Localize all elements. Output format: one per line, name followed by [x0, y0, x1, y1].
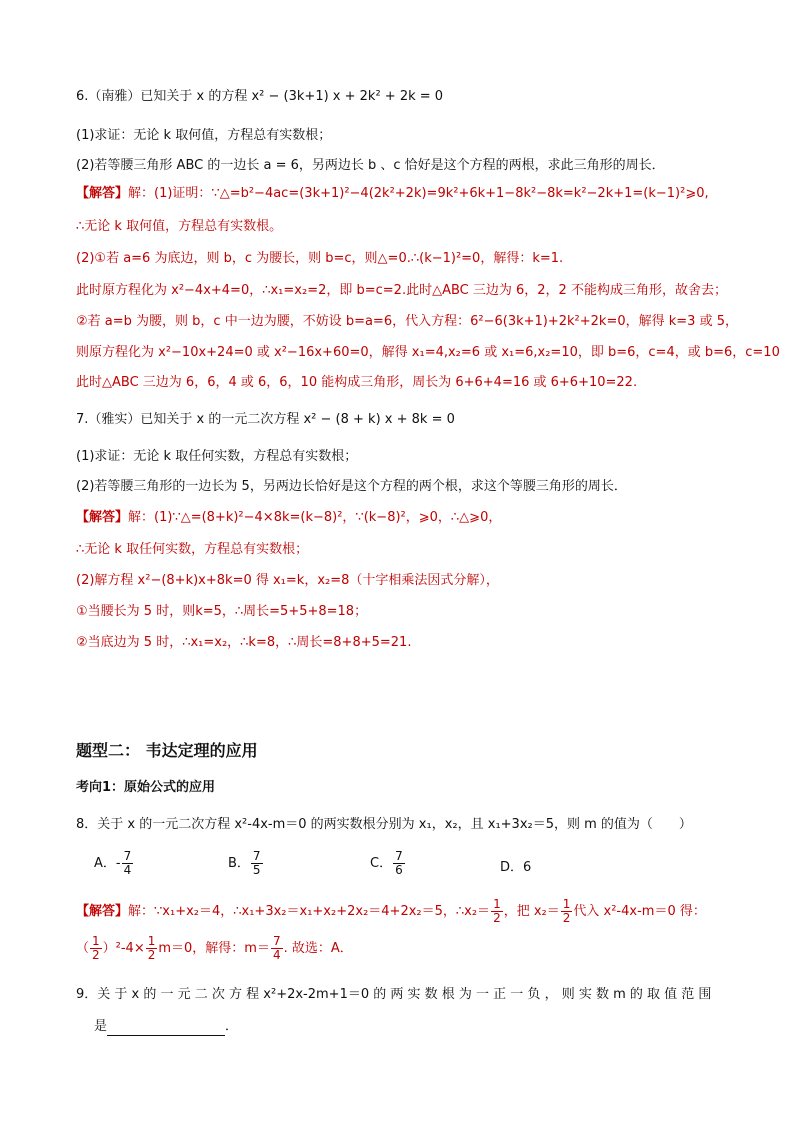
- q7-part1: (1)求证：无论 k 取任何实数，方程总有实数根；: [76, 449, 358, 464]
- q9-line2: [94, 1018, 238, 1036]
- q8-stem: 8．关于 x 的一元二次方程 x²-4x-m＝0 的两实数根分别为 x₁，x₂，且 x₁+3x₂＝5，则 m 的值为（ ）: [76, 817, 692, 832]
- fraction: $\frac{7}{6}$: [395, 849, 403, 877]
- option-label: A．-: [94, 856, 121, 871]
- fraction: $\frac{7}{4}$: [123, 849, 132, 877]
- q8-answer-text4: ）²-4×: [102, 941, 145, 956]
- fraction-answer: $\frac{7}{4}$: [272, 934, 281, 962]
- fraction-half: $\frac{1}{2}$: [562, 897, 571, 925]
- fraction-half: $\frac{1}{2}$: [92, 934, 100, 962]
- q6-answer-line1: [76, 185, 709, 203]
- q6-answer-line2: ∴无论 k 取何值，方程总有实数根。: [76, 219, 283, 234]
- q8-answer-text1: 解：∵x₁+x₂＝4，∴x₁+3x₂＝x₁+x₂+2x₂＝4+2x₂＝5，∴x₂＝: [128, 904, 491, 919]
- q6-title: 6.（南雅）已知关于 x 的方程 x² − (3k+1) x + 2k² + 2k = 0: [76, 89, 444, 104]
- q7-answer-line4: ①当腰长为 5 时，则k=5，∴周长=5+5+8=18；: [76, 604, 368, 619]
- q8-answer-line1: [76, 898, 706, 925]
- q7-answer-line3: (2)解方程 x²−(8+k)x+8k=0 得 x₁=k，x₂=8（十字相乘法因式分解），: [76, 573, 499, 588]
- fraction-half: $\frac{1}{2}$: [493, 897, 501, 925]
- q8-answer-text6: . 故选：A．: [283, 941, 353, 956]
- q8-option-c[interactable]: [370, 850, 406, 877]
- q7-answer-line1: [76, 509, 501, 527]
- section-subtitle: 考向1：原始公式的应用: [76, 780, 216, 795]
- q6-answer-line5: ②若 a=b 为腰，则 b，c 中一边为腰，不妨设 b=a=6，代入方程：6²−6(3k+1)+2k²+2k=0，解得 k=3 或 5，: [76, 314, 738, 329]
- q8-option-a[interactable]: [94, 850, 134, 877]
- answer-blank[interactable]: [107, 1021, 225, 1036]
- q7-part2: (2)若等腰三角形的一边长为 5，另两边长恰好是这个方程的两个根，求这个等腰三角形的周长．: [76, 479, 627, 494]
- q9-line1: 9．关 于 x 的 一 元 二 次 方 程 x²+2x-2m+1＝0 的 两 实 数 根 为 一 正 一 负 ， 则 实 数 m 的 取 值 范 围: [76, 987, 712, 1002]
- q8-option-b[interactable]: [228, 850, 264, 877]
- q9-end: ．: [225, 1019, 239, 1034]
- q7-answer-line5: ②当底边为 5 时，∴x₁=x₂，∴k=8，∴周长=8+8+5=21.: [76, 635, 412, 650]
- q8-answer-line2: [76, 935, 353, 962]
- q7-answer-text1: 解：(1)∵△=(8+k)²−4×8k=(k−8)²，∵(k−8)²，⩾0，∴△⩾0，: [128, 510, 502, 525]
- q6-answer-line6: 则原方程化为 x²−10x+24=0 或 x²−16x+60=0，解得 x₁=4,x₂=6 或 x₁=6,x₂=10，即 b=6，c=4，或 b=6，c=10: [76, 345, 780, 360]
- q8-answer-text5: m＝0，解得：m＝: [158, 941, 270, 956]
- option-label: B．: [228, 856, 250, 871]
- q8-answer-text2: ，把 x₂＝: [503, 904, 560, 919]
- q6-part1: (1)求证：无论 k 取何值，方程总有实数根；: [76, 128, 332, 143]
- option-label: C．: [370, 856, 393, 871]
- q8-answer-text3: 代入 x²-4x-m＝0 得：: [573, 904, 706, 919]
- q6-part2: (2)若等腰三角形 ABC 的一边长 a = 6，另两边长 b 、c 恰好是这个方程的两根，求此三角形的周长．: [76, 158, 665, 173]
- q6-answer-line7: 此时△ABC 三边为 6，6，4 或 6，6，10 能构成三角形，周长为 6+6+4=16 或 6+6+10=22.: [76, 375, 638, 390]
- fraction-half: $\frac{1}{2}$: [147, 934, 156, 962]
- fraction: $\frac{7}{5}$: [252, 849, 261, 877]
- answer-tag: 【解答】: [76, 904, 129, 919]
- q9-text: 是: [94, 1019, 108, 1034]
- paren-open: （: [76, 941, 90, 956]
- answer-tag: 【解答】: [76, 510, 129, 525]
- q8-option-d[interactable]: D．6: [500, 860, 532, 875]
- q7-answer-line2: ∴无论 k 取任何实数，方程总有实数根；: [76, 542, 309, 557]
- q6-answer-text1: 解：(1)证明：∵△=b²−4ac=(3k+1)²−4(2k²+2k)=9k²+6k+1−8k²−8k=k²−2k+1=(k−1)²⩾0,: [128, 186, 709, 201]
- q6-answer-line3: (2)①若 a=6 为底边，则 b，c 为腰长，则 b=c，则△=0.∴(k−1)²=0，解得：k=1.: [76, 251, 564, 266]
- section-title: 题型二： 韦达定理的应用: [76, 741, 258, 760]
- answer-tag: 【解答】: [76, 186, 129, 201]
- q6-answer-line4: 此时原方程化为 x²−4x+4=0，∴x₁=x₂=2，即 b=c=2.此时△ABC 三边为 6，2，2 不能构成三角形，故舍去；: [76, 283, 727, 298]
- q7-title: 7.（雅实）已知关于 x 的一元二次方程 x² − (8 + k) x + 8k = 0: [76, 412, 455, 427]
